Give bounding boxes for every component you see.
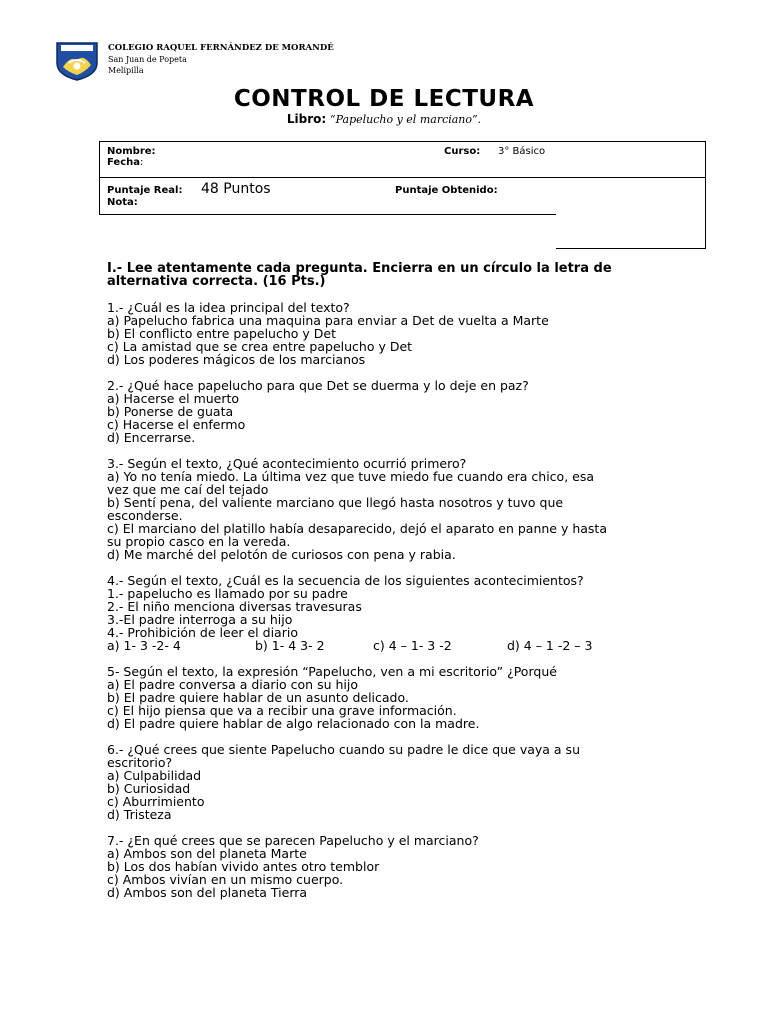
course-value: 3° Básico	[498, 146, 546, 157]
question-2-option-c[interactable]: c) Hacerse el enfermo	[107, 417, 246, 432]
question-6-option-a[interactable]: a) Culpabilidad	[107, 768, 202, 783]
question-6-option-d[interactable]: d) Tristeza	[107, 807, 172, 822]
info-box-border-top	[99, 141, 705, 142]
question-3-option-a[interactable]: a) Yo no tenía miedo. La última vez que tuve miedo fue cuando era chico, esa	[107, 469, 594, 484]
question-5-text: 5- Según el texto, la expresión “Papelucho, ven a mi escritorio” ¿Porqué	[107, 664, 557, 679]
book-line	[0, 112, 768, 126]
question-5-option-b[interactable]: b) El padre quiere hablar de un asunto delicado.	[107, 690, 409, 705]
section-instructions-line2: alternativa correcta. (16 Pts.)	[107, 274, 326, 289]
question-5-option-c[interactable]: c) El hijo piensa que va a recibir una grave información.	[107, 703, 457, 718]
school-header	[108, 43, 334, 76]
question-6-option-b[interactable]: b) Curiosidad	[107, 781, 191, 796]
question-5-option-a[interactable]: a) El padre conversa a diario con su hijo	[107, 677, 359, 692]
date-label: Fecha	[107, 157, 141, 168]
info-box-border-right	[705, 141, 706, 248]
question-7-option-d[interactable]: d) Ambos son del planeta Tierra	[107, 885, 308, 900]
section-instructions-line1: I.- Lee atentamente cada pregunta. Encierra en un círculo la letra de	[107, 261, 612, 276]
question-3	[107, 457, 687, 561]
question-4	[107, 574, 687, 652]
question-2-option-d[interactable]: d) Encerrarse.	[107, 430, 196, 445]
school-address-line2: Melipilla	[108, 66, 144, 75]
student-info-box	[99, 141, 706, 249]
question-4-options	[107, 639, 687, 652]
question-7-option-a[interactable]: a) Ambos son del planeta Marte	[107, 846, 307, 861]
question-1-option-a[interactable]: a) Papelucho fabrica una maquina para enviar a Det de vuelta a Marte	[107, 313, 549, 328]
school-address-line1: San Juan de Popeta	[108, 55, 187, 64]
question-7-option-b[interactable]: b) Los dos habían vivido antes otro temblor	[107, 859, 380, 874]
question-1-option-b[interactable]: b) El conflicto entre papelucho y Det	[107, 326, 336, 341]
questions-list	[107, 301, 687, 912]
question-4-option-c[interactable]: c) 4 – 1- 3 -2	[373, 638, 452, 653]
real-score-value: 48 Puntos	[201, 181, 271, 197]
section-instructions	[107, 262, 667, 288]
question-4-option-b[interactable]: b) 1- 4 3- 2	[255, 638, 325, 653]
question-6-option-c[interactable]: c) Aburrimiento	[107, 794, 205, 809]
question-5-option-d[interactable]: d) El padre quiere hablar de algo relacionado con la madre.	[107, 716, 480, 731]
info-box-divider	[99, 177, 705, 178]
question-3-option-c-cont[interactable]: su propio casco en la vereda.	[107, 534, 291, 549]
question-3-option-b-cont[interactable]: esconderse.	[107, 508, 183, 523]
question-2-option-a[interactable]: a) Hacerse el muerto	[107, 391, 240, 406]
book-title: “Papelucho y el marciano”.	[329, 113, 482, 126]
question-3-option-c[interactable]: c) El marciano del platillo había desaparecido, dejó el aparato en panne y hasta	[107, 521, 607, 536]
question-4-event-1: 1.- papelucho es llamado por su padre	[107, 586, 348, 601]
question-4-event-2: 2.- El niño menciona diversas travesuras	[107, 599, 362, 614]
question-1-option-d[interactable]: d) Los poderes mágicos de los marcianos	[107, 352, 366, 367]
book-label: Libro:	[286, 112, 327, 126]
school-name: COLEGIO RAQUEL FERNÁNDEZ DE MORANDÉ	[108, 43, 334, 53]
course-label: Curso:	[444, 146, 481, 157]
obtained-score-label: Puntaje Obtenido:	[395, 185, 498, 196]
question-4-event-3: 3.-El padre interroga a su hijo	[107, 612, 293, 627]
document-title: CONTROL DE LECTURA	[233, 86, 535, 112]
question-3-text: 3.- Según el texto, ¿Qué acontecimiento ocurrió primero?	[107, 456, 467, 471]
question-1	[107, 301, 687, 366]
question-3-option-b[interactable]: b) Sentí pena, del valiente marciano que llegó hasta nosotros y tuvo que	[107, 495, 564, 510]
question-5	[107, 665, 687, 730]
question-6-text-cont: escritorio?	[107, 755, 173, 770]
question-2	[107, 379, 687, 444]
date-colon: :	[140, 157, 144, 168]
question-4-option-d[interactable]: d) 4 – 1 -2 – 3	[507, 638, 593, 653]
real-score-label: Puntaje Real:	[107, 185, 183, 196]
question-4-event-4: 4.- Prohibición de leer el diario	[107, 625, 298, 640]
question-4-option-a[interactable]: a) 1- 3 -2- 4	[107, 638, 181, 653]
school-crest-icon	[55, 41, 99, 81]
date-field	[107, 157, 143, 168]
question-7-option-c[interactable]: c) Ambos vivían en un mismo cuerpo.	[107, 872, 344, 887]
info-box-bottom-right-line	[556, 248, 706, 249]
name-label: Nombre:	[107, 146, 156, 157]
question-3-option-d[interactable]: d) Me marché del pelotón de curiosos con pena y rabia.	[107, 547, 456, 562]
question-6	[107, 743, 687, 821]
question-4-text: 4.- Según el texto, ¿Cuál es la secuencia de los siguientes acontecimientos?	[107, 573, 584, 588]
question-7	[107, 834, 687, 899]
question-7-text: 7.- ¿En qué crees que se parecen Papelucho y el marciano?	[107, 833, 479, 848]
question-2-text: 2.- ¿Qué hace papelucho para que Det se duerma y lo deje en paz?	[107, 378, 529, 393]
question-2-option-b[interactable]: b) Ponerse de guata	[107, 404, 234, 419]
question-1-option-c[interactable]: c) La amistad que se crea entre papelucho y Det	[107, 339, 413, 354]
grade-label: Nota:	[107, 197, 138, 208]
question-6-text: 6.- ¿Qué crees que siente Papelucho cuando su padre le dice que vaya a su	[107, 742, 580, 757]
question-1-text: 1.- ¿Cuál es la idea principal del texto?	[107, 300, 350, 315]
question-3-option-a-cont[interactable]: vez que me caí del tejado	[107, 482, 269, 497]
info-box-bottom-line	[99, 214, 556, 215]
